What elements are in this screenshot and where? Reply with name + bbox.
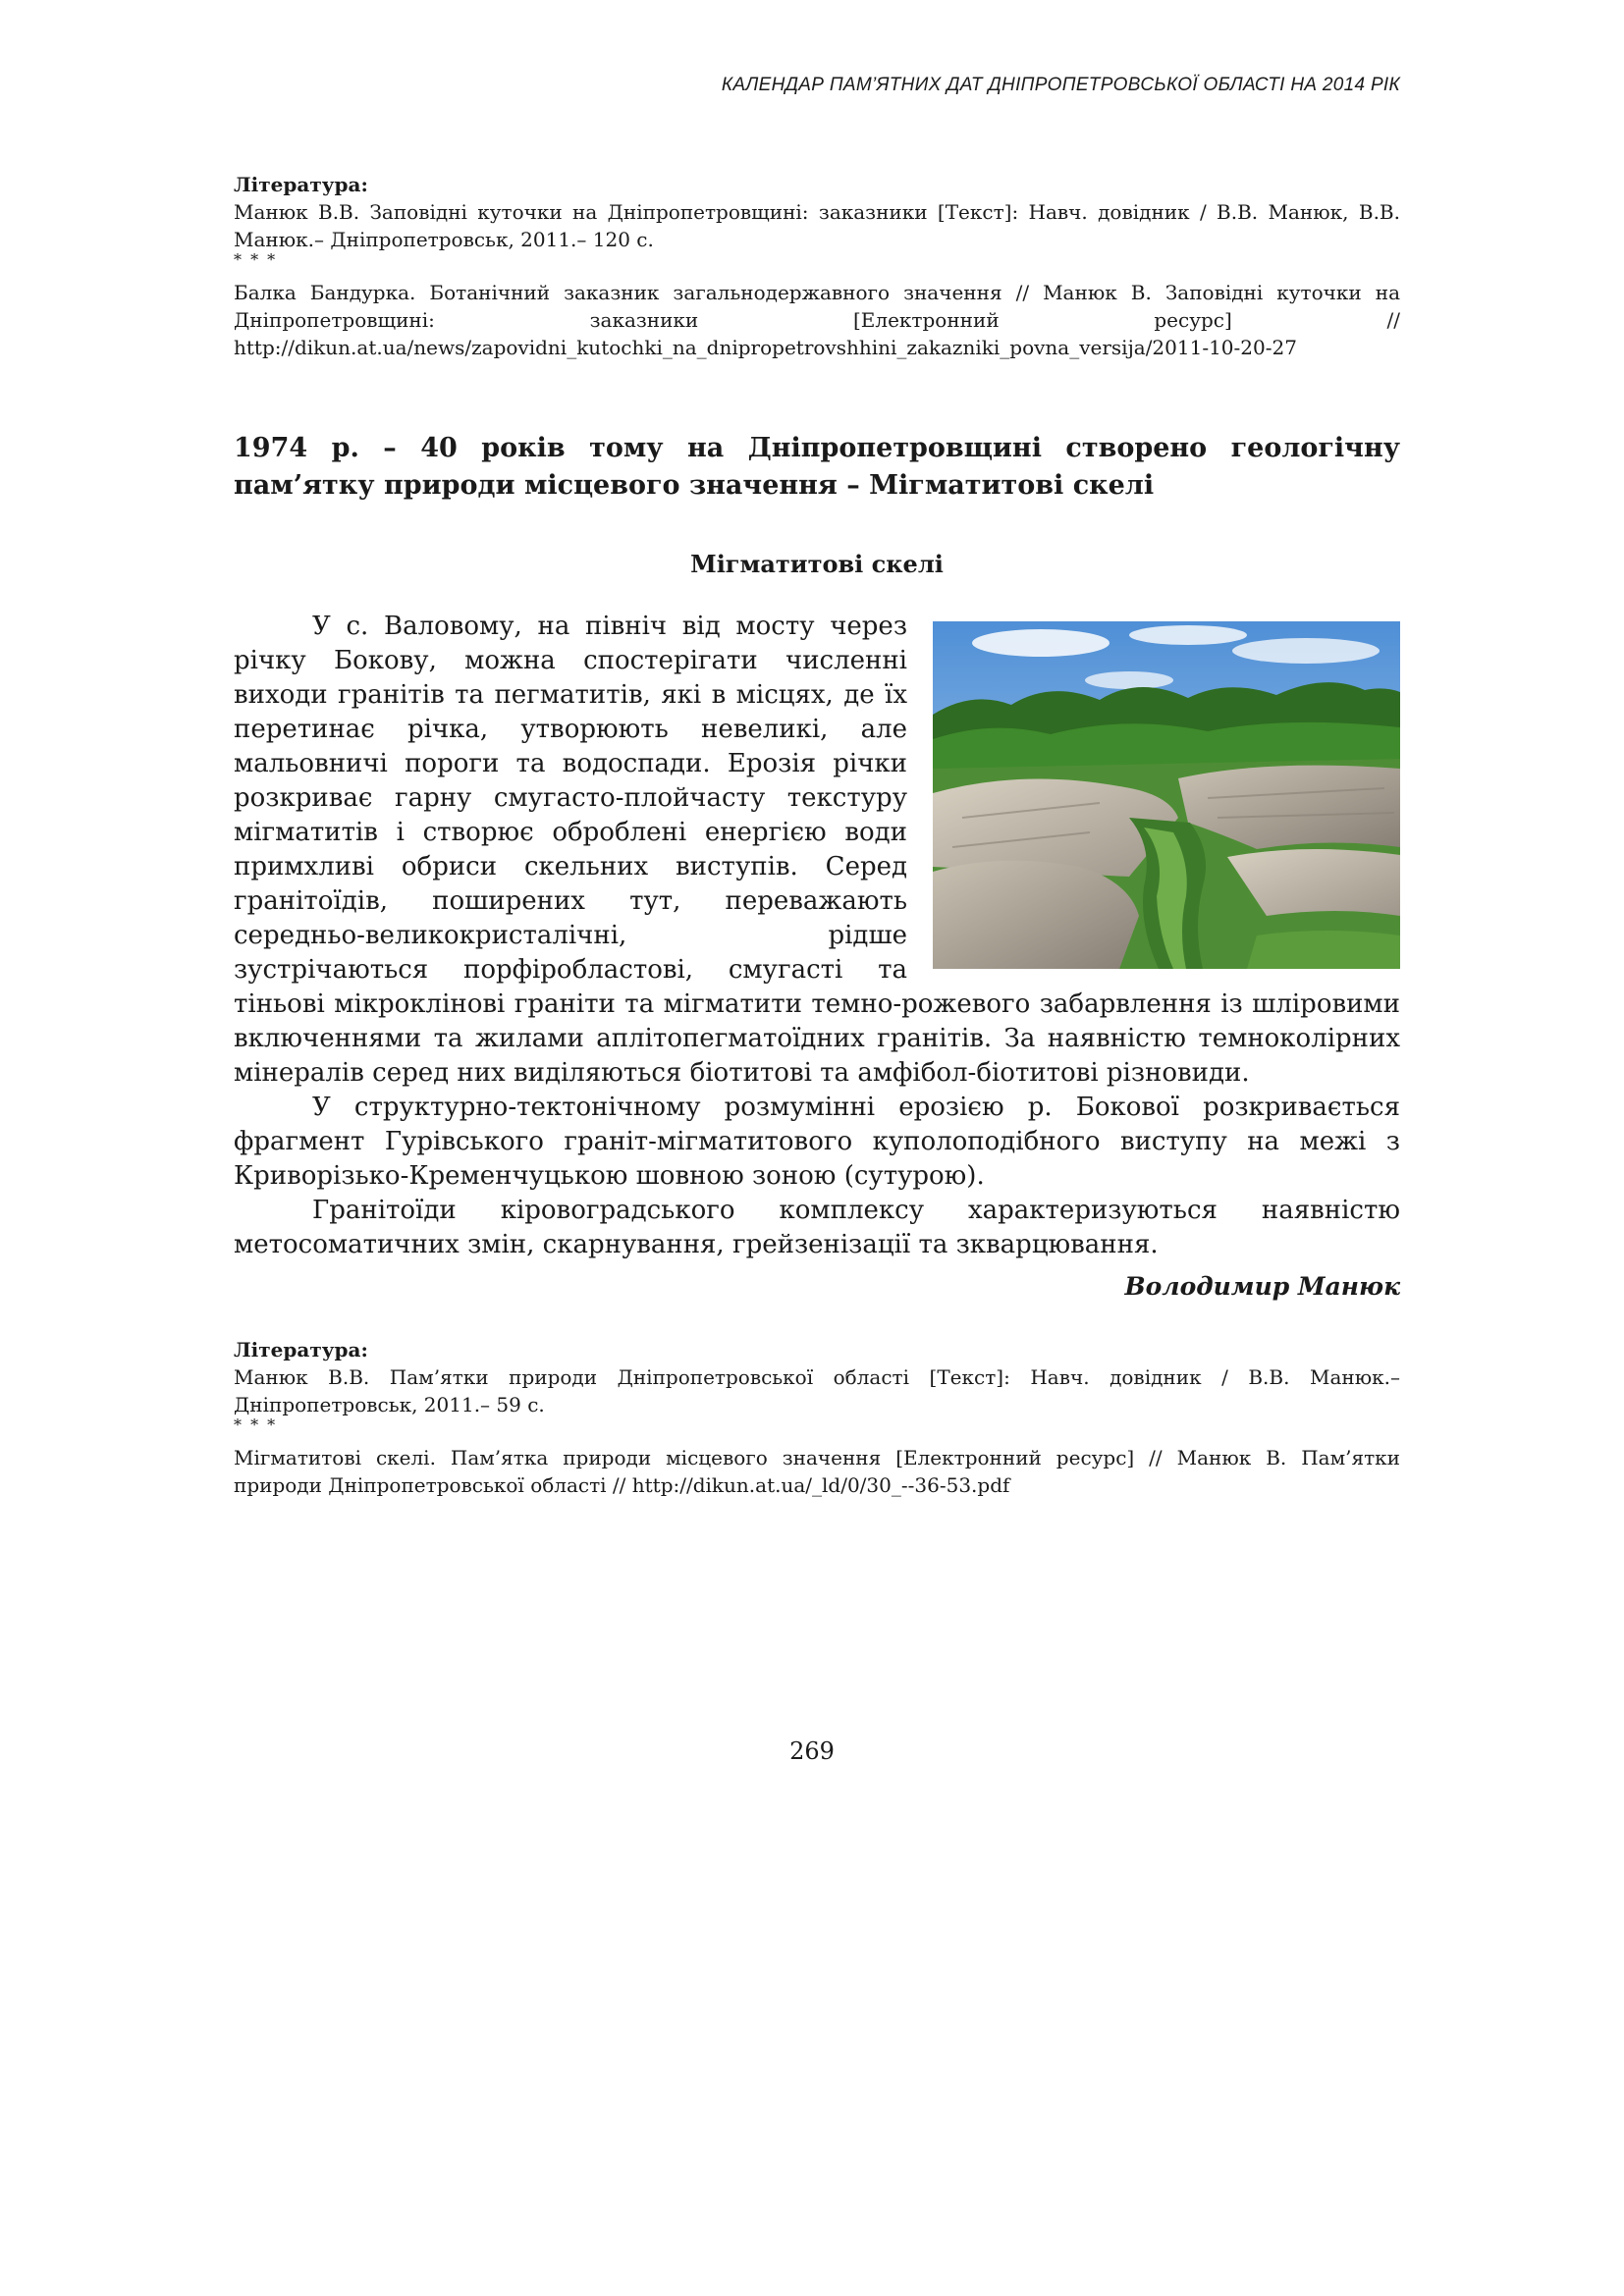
body-paragraph: Гранітоїди кіровоградського комплексу характеризуються наявністю метосоматичних змін, скарнування, грейзенізації та зкварцювання. (234, 1196, 1400, 1259)
rocks-photo (933, 621, 1400, 969)
section-heading: 1974 р. – 40 років тому на Дніпропетровщині створено геологічну пам’ятку природи місцевого значення – Мігматитові скелі (234, 433, 1400, 501)
author-signature: Володимир Манюк (1124, 1272, 1400, 1301)
running-header: КАЛЕНДАР ПАМ’ЯТНИХ ДАТ ДНІПРОПЕТРОВСЬКОЇ ОБЛАСТІ НА 2014 РІК (721, 75, 1400, 95)
article-body (234, 610, 1400, 1301)
reference-separator: * * * (234, 250, 278, 269)
body-paragraph: У с. Валовому, на північ від мосту через річку Бокову, можна спостерігати численні виходи гранітів та пегматитів, які в місцях, де їх перетинає річка, утворюють невеликі, але мальовничі пороги та водоспади. Ерозія річки розкриває гарну смугасто-плойчасту текстуру мігматитів і створює оброблені енергією води примхливі обриси скельних виступів. Серед гранітоїдів, поширених тут, переважають середньо-великокристалічні, рідше зустрічаються порфіробластові, смугасті та тіньові мікроклінові граніти та мігматити темно-рожевого забарвлення із шліровими включеннями та жилами аплітопегматоїдних гранітів. За наявністю темноколірних мінералів серед них виділяються біотитові та амфібол-біотитові різновиди. (234, 612, 1400, 1088)
body-paragraph: У структурно-тектонічному розмумінні ерозією р. Бокової розкривається фрагмент Гурівського граніт-мігматитового куполоподібного виступу на межі з Криворізько-Кременчуцькою шовною зоною (сутурою). (234, 1093, 1400, 1191)
literature-label: Література: (234, 173, 368, 196)
literature-block-top (234, 173, 1400, 361)
reference-item: Балка Бандурка. Ботанічний заказник загальнодержавного значення // Манюк В. Заповідні куточки на Дніпропетровщині: заказники [Електронний ресурс] // http://dikun.at.ua/news/zapovidni_kutochki_na_dnipropetrovshhini_zakazniki_povna_versija/2011-10-20-27 (234, 281, 1400, 359)
page-number: 269 (789, 1737, 835, 1765)
literature-block-bottom (234, 1338, 1400, 1499)
literature-label: Література: (234, 1338, 368, 1362)
landscape-image (933, 621, 1400, 969)
article-subtitle: Мігматитові скелі (690, 550, 944, 578)
reference-separator: * * * (234, 1415, 278, 1434)
page-content (234, 173, 1400, 1499)
reference-item: Мігматитові скелі. Пам’ятка природи місцевого значення [Електронний ресурс] // Манюк В. Пам’ятки природи Дніпропетровської області // http://dikun.at.ua/_ld/0/30_--36-53.pdf (234, 1446, 1400, 1497)
reference-item: Манюк В.В. Заповідні куточки на Дніпропетровщині: заказники [Текст]: Навч. довідник / В.В. Манюк, В.В. Манюк.– Дніпропетровськ, 2011.– 120 с. (234, 200, 1400, 251)
reference-item: Манюк В.В. Пам’ятки природи Дніпропетровської області [Текст]: Навч. довідник / В.В. Манюк.– Дніпропетровськ, 2011.– 59 с. (234, 1365, 1400, 1416)
